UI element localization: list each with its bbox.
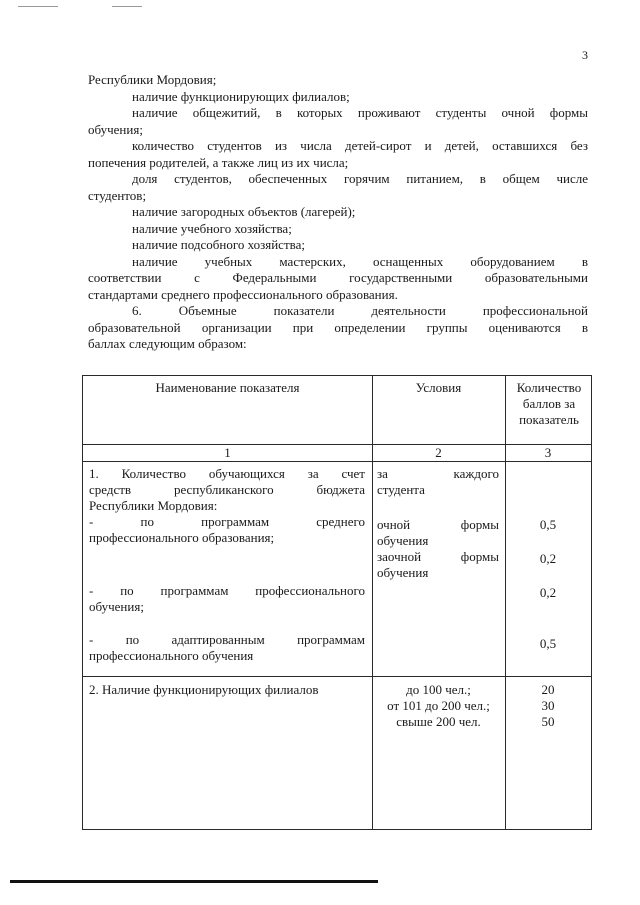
- header-points: Количество баллов за показатель: [516, 380, 582, 427]
- body-line: наличие загородных объектов (лагерей);: [132, 204, 356, 219]
- row1-cond-line: очной формы: [377, 517, 499, 532]
- scan-artifact-bottom-bar: [10, 880, 378, 883]
- row1-sub-line: профессионального образования;: [89, 530, 275, 545]
- body-line: стандартами среднего профессионального образования.: [88, 286, 398, 302]
- indicators-table: [82, 375, 592, 830]
- row2-cond-line: свыше 200 чел.: [396, 714, 481, 729]
- row1-cond-line: за каждого: [377, 466, 499, 481]
- row1-points: 0,2: [539, 551, 557, 566]
- row1-conditions-parttime: [377, 549, 499, 581]
- row1-points: 0,5: [539, 517, 557, 532]
- body-line: образовательной организации при определении группы оцениваются в: [88, 319, 588, 335]
- row1-cond-line: обучения: [377, 565, 429, 580]
- body-line: студентов;: [88, 187, 147, 203]
- row1-indicator-vocational: [89, 583, 365, 615]
- row1-conditions-fulltime: [377, 517, 499, 549]
- row1-title-line: средств республиканского бюджета: [89, 482, 365, 497]
- row1-conditions: [377, 466, 499, 498]
- scan-artifact-top-left: [18, 6, 58, 7]
- column-number: 2: [435, 445, 442, 460]
- table-divider: [83, 676, 591, 677]
- body-line: наличие функционирующих филиалов;: [132, 88, 350, 104]
- body-line: соответствии с Федеральными государственными образовательными: [88, 270, 588, 285]
- row2-points-line: 20: [541, 682, 555, 697]
- row1-title-line: Республики Мордовия:: [89, 498, 218, 513]
- body-line: обучения;: [88, 121, 143, 137]
- body-line: наличие общежитий, в которых проживают студенты очной формы: [132, 105, 588, 120]
- row1-indicator: [89, 466, 365, 546]
- row2-points-line: 50: [541, 714, 555, 729]
- row2-conditions: [372, 682, 505, 730]
- body-line: 6. Объемные показатели деятельности профессиональной: [132, 303, 588, 318]
- body-line: наличие подсобного хозяйства;: [132, 237, 305, 252]
- row1-sub-line: - по программам профессионального: [89, 583, 365, 598]
- scan-artifact-top-mid: [112, 6, 142, 7]
- body-line: наличие учебного хозяйства;: [132, 220, 292, 236]
- row1-cond-line: обучения: [377, 533, 429, 548]
- header-conditions: Условия: [415, 380, 462, 395]
- page-number: 3: [582, 48, 588, 62]
- row1-sub-line: - по программам среднего: [89, 514, 365, 529]
- body-line: наличие учебных мастерских, оснащенных оборудованием в: [132, 253, 588, 269]
- row2-indicator: 2. Наличие функционирующих филиалов: [89, 682, 319, 697]
- body-text: [88, 72, 588, 353]
- row1-points: 0,5: [539, 636, 557, 651]
- column-number: 3: [544, 445, 552, 460]
- body-line: баллах следующим образом:: [88, 336, 247, 351]
- row2-cond-line: до 100 чел.;: [406, 682, 471, 697]
- column-number: 1: [224, 445, 231, 460]
- row1-cond-line: студента: [377, 482, 425, 497]
- row2-points-line: 30: [541, 698, 555, 713]
- body-line: количество студентов из числа детей-сирот и детей, оставшихся без: [132, 138, 588, 153]
- row1-sub-line: - по адаптированным программам: [89, 632, 365, 647]
- body-line: попечения родителей, а также лиц из их числа;: [88, 154, 349, 170]
- row1-points: 0,2: [539, 585, 557, 600]
- row1-title-line: 1. Количество обучающихся за счет: [89, 466, 365, 481]
- header-indicator-name: Наименование показателя: [155, 380, 300, 395]
- row1-indicator-adapted: [89, 632, 365, 664]
- row2-cond-line: от 101 до 200 чел.;: [387, 698, 490, 713]
- row1-cond-line: заочной формы: [377, 549, 499, 564]
- body-line: Республики Мордовия;: [88, 72, 217, 87]
- table-divider: [83, 461, 591, 462]
- row2-points: [505, 682, 591, 730]
- body-line: доля студентов, обеспеченных горячим питанием, в общем числе: [132, 171, 588, 186]
- row1-sub-line: обучения;: [89, 599, 144, 614]
- row1-sub-line: профессионального обучения: [89, 648, 254, 663]
